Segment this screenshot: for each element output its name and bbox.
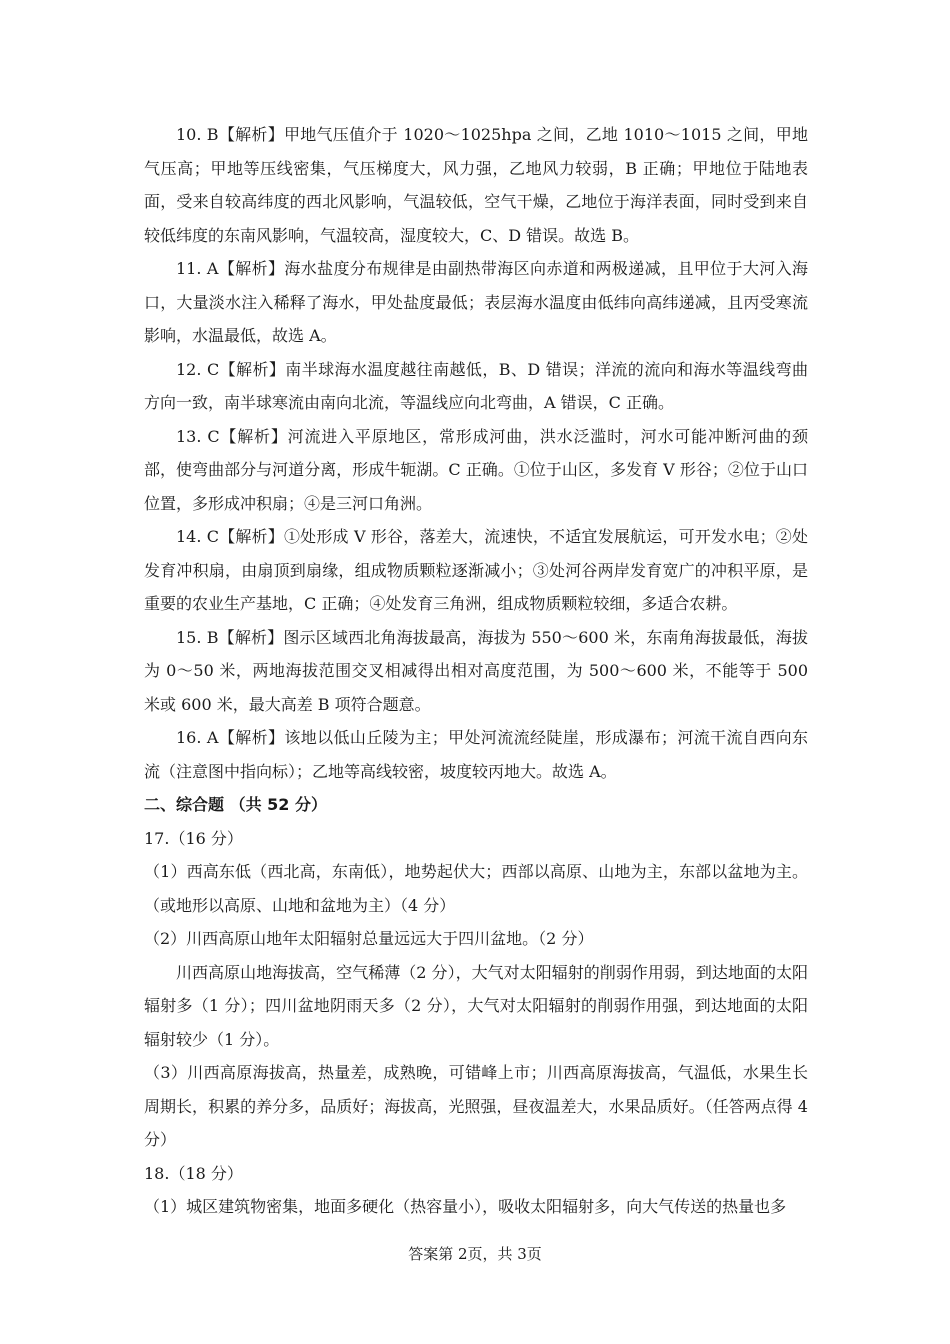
section-heading: 二、综合题 （共 52 分） xyxy=(144,795,327,814)
page-footer: 答案第 2页，共 3页 xyxy=(408,1245,542,1263)
answer-12: 12. C【解析】南半球海水温度越往南越低，B、D 错误；洋流的流向和海水等温线弯曲方向一致，南半球寒流由南向北流，等温线应向北弯曲，A 错误，C 正确。 xyxy=(144,359,808,412)
answer-11: 11. A【解析】海水盐度分布规律是由副热带海区向赤道和两极递减，且甲位于大河入海口，大量淡水注入稀释了海水，甲处盐度最低；表层海水温度由低纬向高纬递减，且丙受寒流影响，水温最低，故选 A。 xyxy=(144,259,808,345)
q18-title: 18.（18 分） xyxy=(144,1163,243,1183)
q18-part-1: （1）城区建筑物密集，地面多硬化（热容量小），吸收太阳辐射多，向大气传送的热量也多 xyxy=(144,1197,787,1216)
q17-part-3: （3）川西高原海拔高，热量差，成熟晚，可错峰上市；川西高原海拔高，气温低，水果生长周期长，积累的养分多，品质好；海拔高，光照强，昼夜温差大，水果品质好。（任答两点得 4 分） xyxy=(144,1063,808,1149)
page-content xyxy=(144,118,808,1224)
answer-14: 14. C【解析】①处形成 V 形谷，落差大，流速快，不适宜发展航运，可开发水电；②处发育冲积扇，由扇顶到扇缘，组成物质颗粒逐渐减小；③处河谷两岸发育宽广的冲积平原，是重要的农业生产基地，C 正确；④处发育三角洲，组成物质颗粒较细，多适合农耕。 xyxy=(144,527,808,613)
q17-part-1: （1）西高东低（西北高，东南低），地势起伏大；西部以高原、山地为主，东部以盆地为主。（或地形以高原、山地和盆地为主）（4 分） xyxy=(144,862,808,915)
answer-15: 15. B【解析】图示区域西北角海拔最高，海拔为 550～600 米，东南角海拔最低，海拔为 0～50 米，两地海拔范围交叉相减得出相对高度范围，为 500～600 米，不能等于 500 米或 600 米，最大高差 B 项符合题意。 xyxy=(144,627,808,714)
q17-part-2-explanation: 川西高原山地海拔高，空气稀薄（2 分），大气对太阳辐射的削弱作用弱，到达地面的太阳辐射多（1 分）；四川盆地阴雨天多（2 分），大气对太阳辐射的削弱作用强，到达地面的太阳辐射较少（1 分）。 xyxy=(144,962,808,1049)
q17-part-2: （2）川西高原山地年太阳辐射总量远远大于四川盆地。（2 分） xyxy=(144,929,594,948)
answer-10: 10. B【解析】甲地气压值介于 1020～1025hpa 之间，乙地 1010～1015 之间，甲地气压高；甲地等压线密集，气压梯度大，风力强，乙地风力较弱，B 正确；甲地位于陆地表面，受来自较高纬度的西北风影响，气温较低，空气干燥，乙地位于海洋表面，同时受到来自较低纬度的东南风影响，气温较高，湿度较大，C、D 错误。故选 B。 xyxy=(144,125,808,245)
answer-16: 16. A【解析】该地以低山丘陵为主；甲处河流流经陡崖，形成瀑布；河流干流自西向东流（注意图中指向标）；乙地等高线较密，坡度较丙地大。故选 A。 xyxy=(144,728,808,781)
q17-title: 17.（16 分） xyxy=(144,828,243,848)
answer-13: 13. C【解析】河流进入平原地区，常形成河曲，洪水泛滥时，河水可能冲断河曲的颈部，使弯曲部分与河道分离，形成牛轭湖。C 正确。①位于山区，多发育 V 形谷；②位于山口位置，多形成冲积扇；④是三河口角洲。 xyxy=(144,426,808,513)
